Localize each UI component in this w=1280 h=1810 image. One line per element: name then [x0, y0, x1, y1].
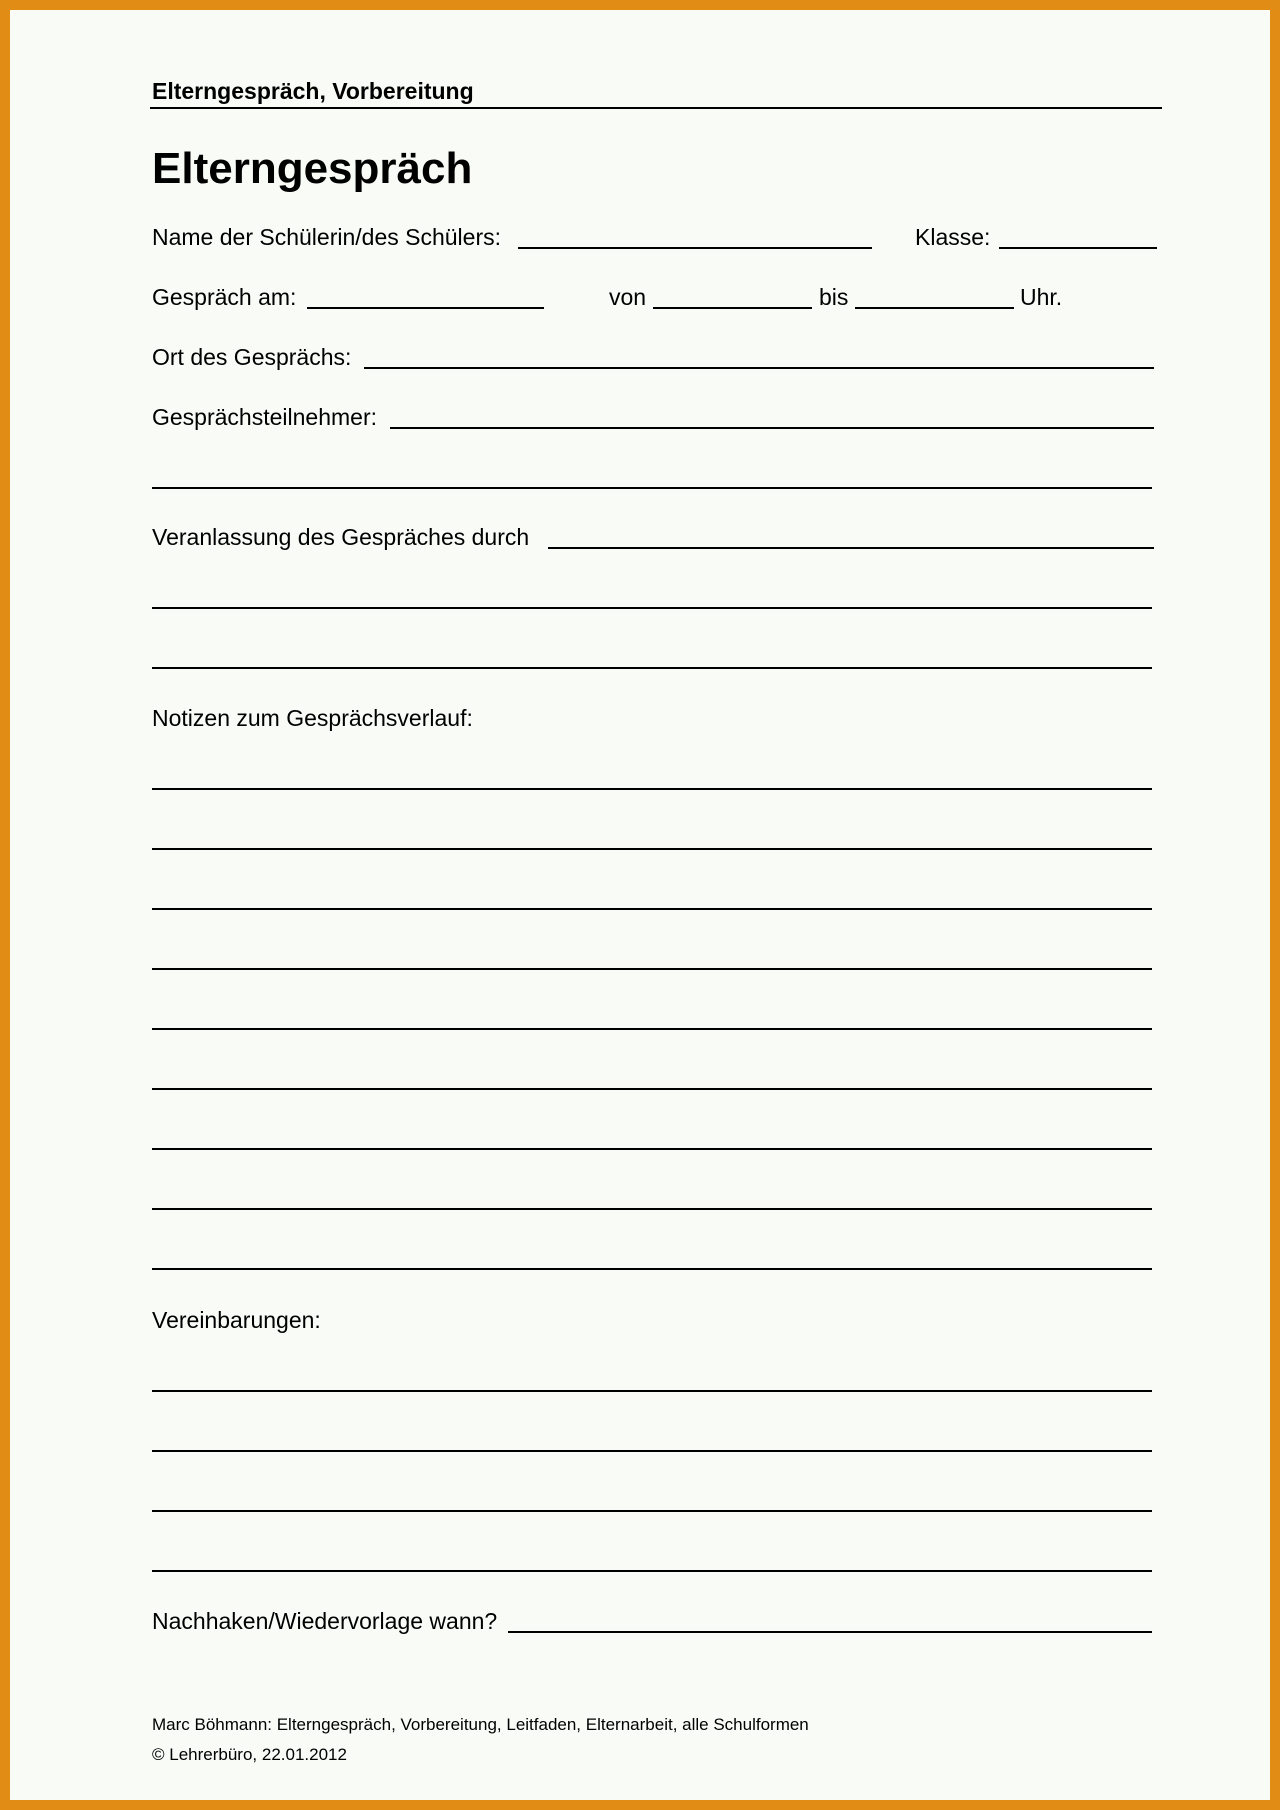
agreements-label: Vereinbarungen:: [152, 1307, 321, 1333]
reason-field-line-3[interactable]: [152, 667, 1152, 669]
footer-copyright: © Lehrerbüro, 22.01.2012: [152, 1745, 347, 1764]
class-label: Klasse:: [915, 224, 991, 250]
agreements-line[interactable]: [152, 1450, 1152, 1452]
header-rule: [150, 107, 1162, 109]
reason-field[interactable]: [548, 547, 1154, 549]
time-unit-label: Uhr.: [1020, 284, 1063, 310]
student-name-label: Name der Schülerin/des Schülers:: [152, 224, 501, 250]
to-label: bis: [819, 284, 849, 310]
agreements-line[interactable]: [152, 1510, 1152, 1512]
participants-field[interactable]: [390, 427, 1154, 429]
notes-line[interactable]: [152, 1268, 1152, 1270]
agreements-line[interactable]: [152, 1390, 1152, 1392]
notes-line[interactable]: [152, 1028, 1152, 1030]
reason-field-line-2[interactable]: [152, 607, 1152, 609]
reason-label: Veranlassung des Gespräches durch: [152, 524, 530, 550]
form-title: Elterngespräch: [152, 144, 473, 193]
notes-line[interactable]: [152, 1088, 1152, 1090]
participants-field-line-2[interactable]: [152, 487, 1152, 489]
location-label: Ort des Gesprächs:: [152, 344, 352, 370]
location-field[interactable]: [364, 367, 1154, 369]
class-field[interactable]: [999, 247, 1157, 249]
participants-label: Gesprächsteilnehmer:: [152, 404, 377, 430]
time-to-field[interactable]: [855, 307, 1014, 309]
notes-line[interactable]: [152, 968, 1152, 970]
student-name-field[interactable]: [518, 247, 872, 249]
from-label: von: [609, 284, 647, 310]
notes-line[interactable]: [152, 1208, 1152, 1210]
time-from-field[interactable]: [653, 307, 812, 309]
notes-label: Notizen zum Gesprächsverlauf:: [152, 705, 473, 731]
date-label: Gespräch am:: [152, 284, 297, 310]
notes-line[interactable]: [152, 788, 1152, 790]
footer-source: Marc Böhmann: Elterngespräch, Vorbereitung, Leitfaden, Elternarbeit, alle Schulformen: [152, 1715, 809, 1734]
followup-label: Nachhaken/Wiedervorlage wann?: [152, 1608, 498, 1634]
notes-line[interactable]: [152, 1148, 1152, 1150]
date-field[interactable]: [307, 307, 544, 309]
header-title: Elterngespräch, Vorbereitung: [152, 78, 474, 104]
notes-line[interactable]: [152, 848, 1152, 850]
followup-field[interactable]: [508, 1631, 1152, 1633]
notes-line[interactable]: [152, 908, 1152, 910]
agreements-line[interactable]: [152, 1570, 1152, 1572]
